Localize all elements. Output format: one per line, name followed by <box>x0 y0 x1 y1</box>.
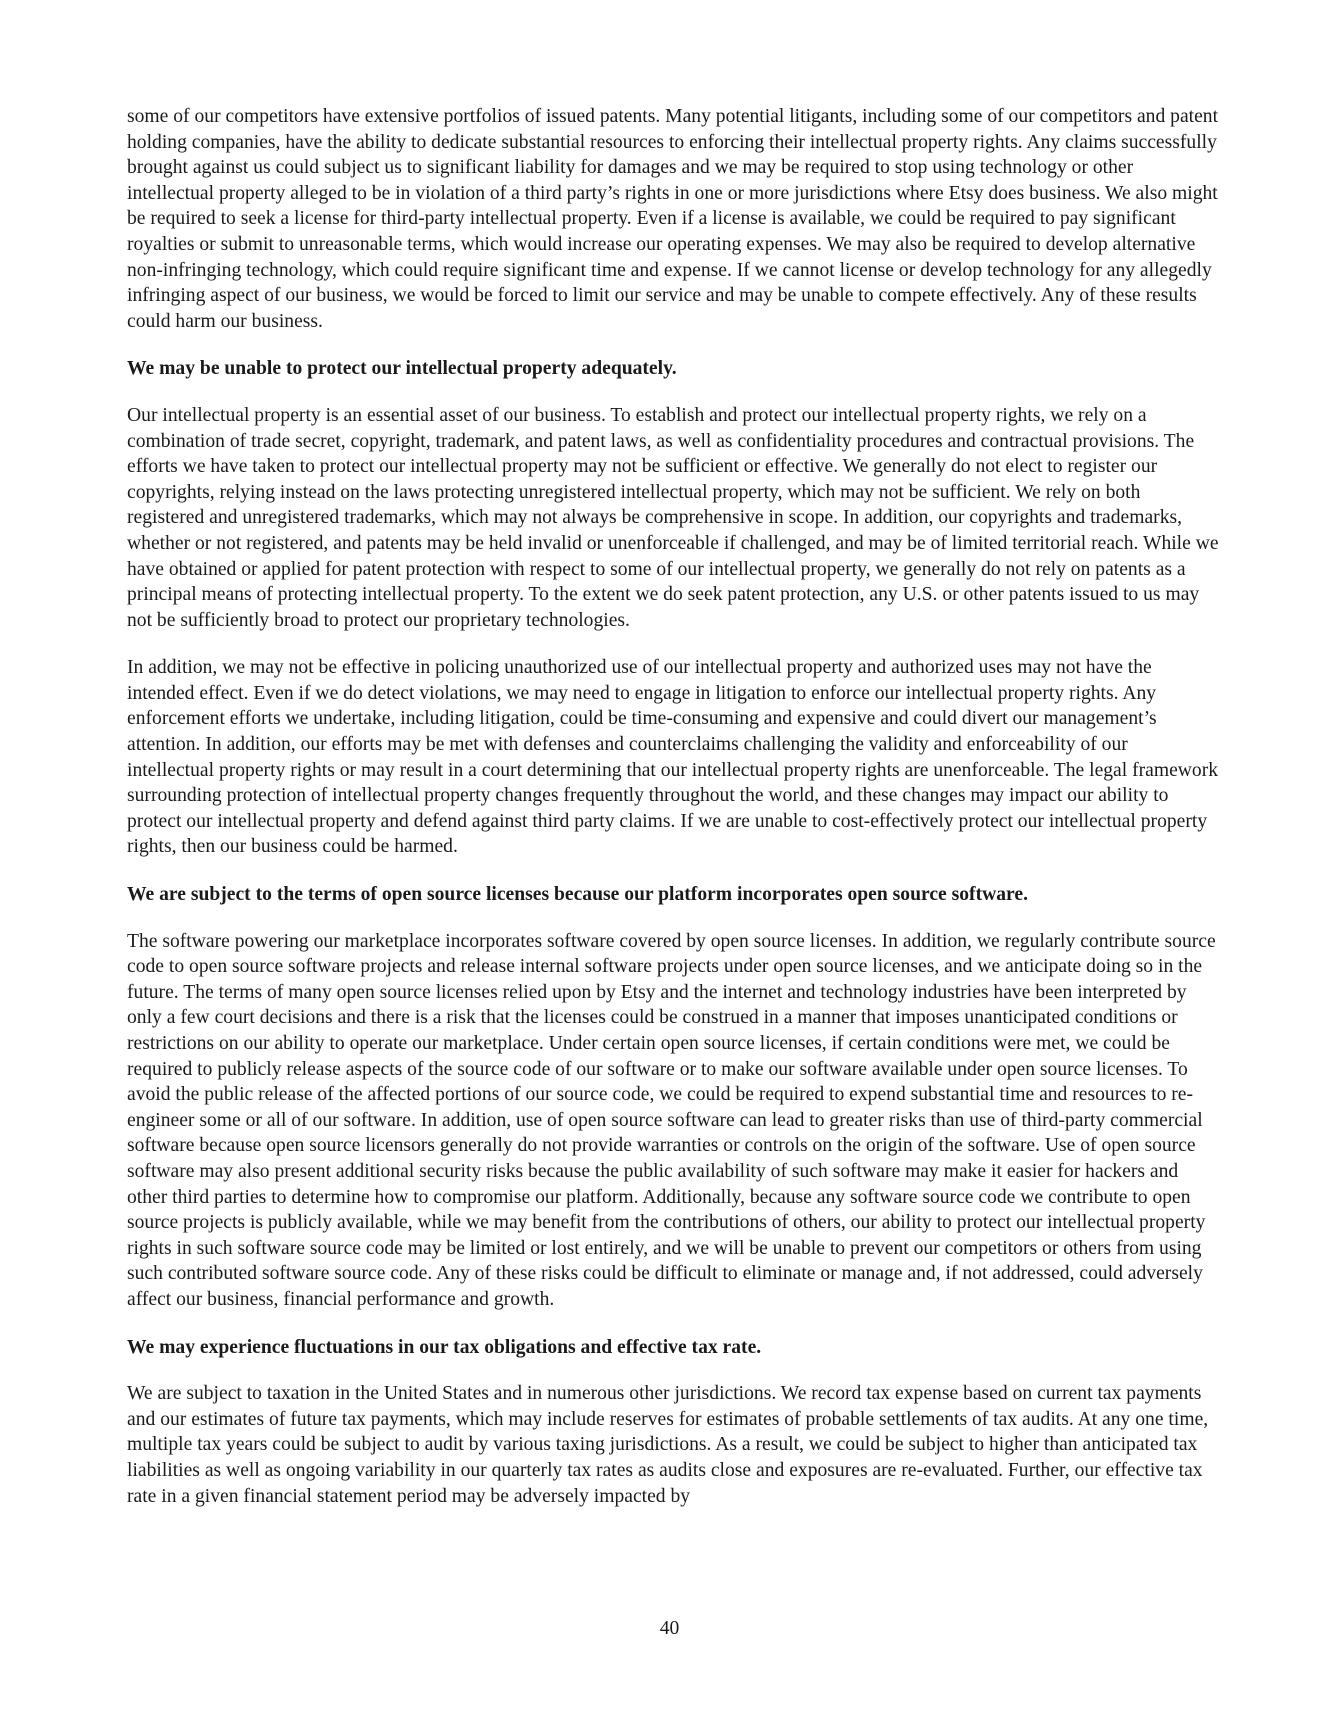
document-body <box>127 104 1219 1531</box>
page-number: 40 <box>659 1618 680 1639</box>
paragraph-patent-litigation: some of our competitors have extensive portfolios of issued patents. Many potential litigants, including some of our competitors and patent holding companies, have the ability to dedicate substantial resources to enforcing their intellectual property rights. Any claims successfully brought against us could subject us to significant liability for damages and we may be required to stop using technology or other intellectual property alleged to be in violation of a third party’s rights in one or more jurisdictions where Etsy does business. We also might be required to seek a license for third-party intellectual property. Even if a license is available, we could be required to pay significant royalties or submit to unreasonable terms, which would increase our operating expenses. We may also be required to develop alternative non-infringing technology, which could require significant time and expense. If we cannot license or develop technology for any allegedly infringing aspect of our business, we would be forced to limit our service and may be unable to compete effectively. Any of these results could harm our business. <box>127 106 1219 332</box>
section-heading-ip-protection: We may be unable to protect our intellectual property adequately. <box>127 358 677 380</box>
paragraph-open-source: The software powering our marketplace incorporates software covered by open source licenses. In addition, we regularly contribute source code to open source software projects and release internal software projects under open source licenses, and we anticipate doing so in the future. The terms of many open source licenses relied upon by Etsy and the internet and technology industries have been interpreted by only a few court decisions and there is a risk that the licenses could be construed in a manner that imposes unanticipated conditions or restrictions on our ability to operate our marketplace. Under certain open source licenses, if certain conditions were met, we could be required to publicly release aspects of the source code of our software or to make our software available under open source licenses. To avoid the public release of the affected portions of our source code, we could be required to expend substantial time and resources to re-engineer some or all of our software. In addition, use of open source software can lead to greater risks than use of third-party commercial software because open source licensors generally do not provide warranties or controls on the origin of the software. Use of open source software may also present additional security risks because the public availability of such software may make it easier for hackers and other third parties to determine how to compromise our platform. Additionally, because any software source code we contribute to open source projects is publicly available, while we may benefit from the contributions of others, our ability to protect our intellectual property rights in such software source code may be limited or lost entirely, and we will be unable to prevent our competitors or others from using such contributed software source code. Any of these risks could be difficult to eliminate or manage and, if not addressed, could adversely affect our business, financial performance and growth. <box>127 930 1216 1310</box>
paragraph-ip-asset: Our intellectual property is an essential asset of our business. To establish and protect our intellectual property rights, we rely on a combination of trade secret, copyright, trademark, and patent laws, as well as confidentiality procedures and contractual provisions. The efforts we have taken to protect our intellectual property may not be sufficient or effective. We generally do not elect to register our copyrights, relying instead on the laws protecting unregistered intellectual property, which may not be sufficient. We rely on both registered and unregistered trademarks, which may not always be comprehensive in scope. In addition, our copyrights and trademarks, whether or not registered, and patents may be held invalid or unenforceable if challenged, and may be of limited territorial reach. While we have obtained or applied for patent protection with respect to some of our intellectual property, we generally do not rely on patents as a principal means of protecting intellectual property. To the extent we do seek patent protection, any U.S. or other patents issued to us may not be sufficiently broad to protect our proprietary technologies. <box>127 404 1219 631</box>
paragraph-tax: We are subject to taxation in the United States and in numerous other jurisdictions. We record tax expense based on current tax payments and our estimates of future tax payments, which may include reserves for estimates of probable settlements of tax audits. At any one time, multiple tax years could be subject to audit by various taxing jurisdictions. As a result, we could be subject to higher than anticipated tax liabilities as well as ongoing variability in our quarterly tax rates as audits close and exposures are re-evaluated. Further, our effective tax rate in a given financial statement period may be adversely impacted by <box>127 1383 1209 1507</box>
section-heading-open-source: We are subject to the terms of open source licenses because our platform incorporates open source software. <box>127 884 1028 906</box>
paragraph-ip-policing: In addition, we may not be effective in policing unauthorized use of our intellectual property and authorized uses may not have the intended effect. Even if we do detect violations, we may need to engage in litigation to enforce our intellectual property rights. Any enforcement efforts we undertake, including litigation, could be time-consuming and expensive and could divert our management’s attention. In addition, our efforts may be met with defenses and counterclaims challenging the validity and enforceability of our intellectual property rights or may result in a court determining that our intellectual property rights are unenforceable. The legal framework surrounding protection of intellectual property changes frequently throughout the world, and these changes may impact our ability to protect our intellectual property and defend against third party claims. If we are unable to cost-effectively protect our intellectual property rights, then our business could be harmed. <box>127 657 1219 858</box>
section-heading-tax: We may experience fluctuations in our tax obligations and effective tax rate. <box>127 1336 762 1358</box>
